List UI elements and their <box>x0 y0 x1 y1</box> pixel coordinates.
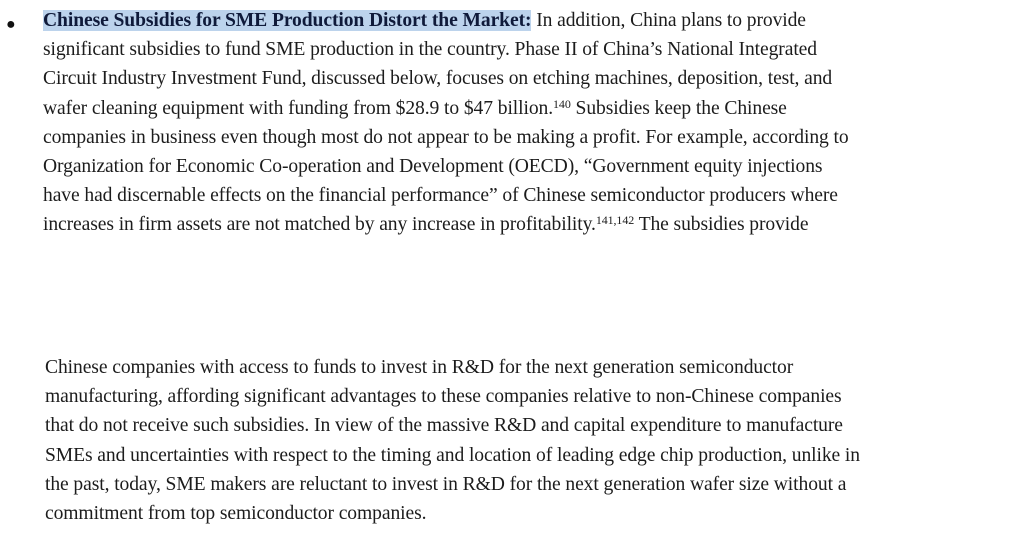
paragraph-line: that do not receive such subsidies. In view of the massive R&D and capital expenditure to manufacture <box>45 415 843 437</box>
paragraph-line: manufacturing, affording significant advantages to these companies relative to non-Chinese companies <box>45 386 842 408</box>
bullet-paragraph[interactable] <box>43 6 1023 240</box>
paragraph-line: Chinese Subsidies for SME Production Distort the Market: In addition, China plans to provide <box>43 10 806 31</box>
paragraph-line: commitment from top semiconductor companies. <box>45 503 427 525</box>
paragraph-line: Chinese companies with access to funds to invest in R&D for the next generation semiconductor <box>45 357 794 378</box>
paragraph-line: the past, today, SME makers are reluctant to invest in R&D for the next generation wafer size without a <box>45 473 847 495</box>
paragraph-line: have had discernable effects on the financial performance” of Chinese semiconductor producers where <box>43 185 838 207</box>
selected-heading[interactable]: Chinese Subsidies for SME Production Distort the Market: <box>43 10 532 31</box>
paragraph-line: significant subsidies to fund SME production in the country. Phase II of China’s National Integrated <box>43 39 817 61</box>
footnote-ref-141-142[interactable]: 141,142 <box>595 213 635 228</box>
bullet-point-icon: ● <box>6 16 16 33</box>
paragraph-line: Circuit Industry Investment Fund, discussed below, focuses on etching machines, deposition, test, and <box>43 68 833 90</box>
continuation-paragraph[interactable] <box>45 353 1025 528</box>
paragraph-line: companies in business even though most do not appear to be making a profit. For example, according to <box>43 126 849 148</box>
paragraph-line: SMEs and uncertainties with respect to the timing and location of leading edge chip production, unlike in <box>45 444 860 466</box>
paragraph-line: increases in firm assets are not matched by any increase in profitability.$^{141,142}$ The subsidies provide <box>43 213 809 236</box>
paragraph-line: wafer cleaning equipment with funding from $28.9 to $47 billion.$^{140}$ Subsidies keep the Chinese <box>43 96 787 119</box>
paragraph-line: Organization for Economic Co-operation and Development (OECD), “Government equity injections <box>43 156 823 178</box>
footnote-ref-140[interactable]: 140 <box>553 96 571 111</box>
